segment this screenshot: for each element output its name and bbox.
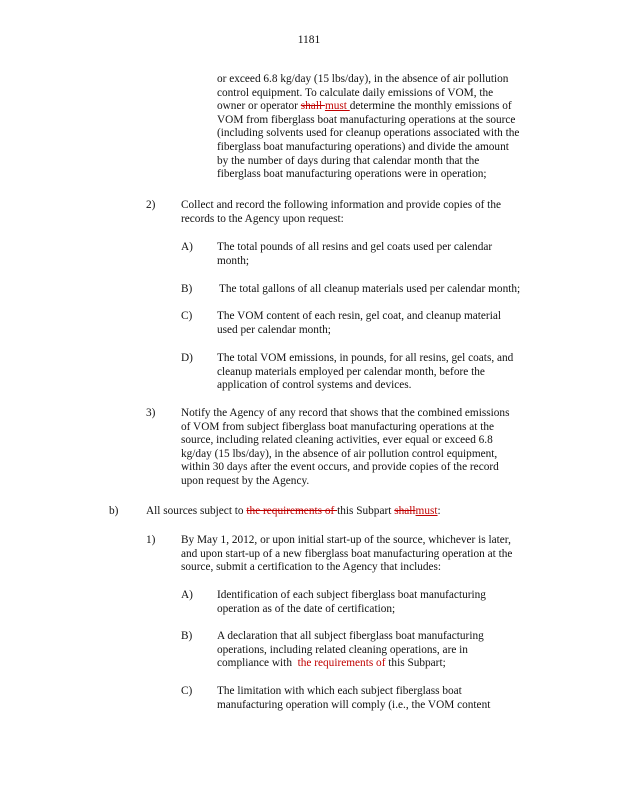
text-line: fiberglass boat manufacturing operations were in operation; [217,168,487,181]
revised-text: the requirements of [297,657,386,670]
text-line: used per calendar month; [217,323,331,336]
subitem-text [219,283,549,297]
text-line: operations, including related cleaning operations, are in [217,643,468,656]
subitem-text [217,352,547,393]
subitem-label: D) [181,352,193,364]
text-segment: determine the monthly emissions of [349,100,512,113]
text-line: A declaration that all subject fiberglass boat manufacturing [217,630,484,642]
text-line: and upon start-up of a new fiberglass boat manufacturing operation at the [181,547,513,560]
text-line: VOM from fiberglass boat manufacturing operations at the source [217,113,516,126]
item-label: 3) [146,407,156,419]
text-line: source, including related cleaning activities, ever equal or exceed 6.8 [181,434,493,447]
section-label: b) [109,505,119,517]
item-2-text [181,199,541,226]
text-line: records to the Agency upon request: [181,212,344,225]
continuation-paragraph [217,73,557,182]
deleted-text: shall [394,505,416,517]
subitem-label: C) [181,685,193,697]
deleted-text: the requirements of [246,505,338,517]
text-line-with-revision [217,100,557,114]
section-b-intro [146,505,546,519]
inserted-text: must [415,505,438,517]
subitem-label: B) [181,630,193,642]
text-line: by the number of days during that calendar month that the [217,154,480,167]
text-segment: compliance with [217,657,298,670]
text-segment: this Subpart [337,505,395,517]
text-line: The limitation with which each subject fiberglass boat [217,685,462,697]
deleted-text: shall [300,100,325,113]
text-line: The VOM content of each resin, gel coat, and cleanup material [217,310,501,322]
text-line: control equipment. To calculate daily emissions of VOM, the [217,86,494,99]
text-line: application of control systems and devices. [217,379,412,392]
text-line: or exceed 6.8 kg/day (15 lbs/day), in the absence of air pollution [217,73,509,85]
subitem-text [217,310,547,337]
text-line: Identification of each subject fiberglass boat manufacturing [217,589,486,601]
text-line: Collect and record the following information and provide copies of the [181,199,501,211]
text-line: upon request by the Agency. [181,474,310,487]
subitem-label: B) [181,283,193,295]
text-line: The total gallons of all cleanup materials used per calendar month; [219,283,521,295]
item-3-text [181,407,541,489]
inserted-text: must [324,100,350,113]
text-segment: this Subpart; [385,657,446,670]
subitem-text [217,630,547,671]
text-line: of VOM from subject fiberglass boat manufacturing operations at the [181,420,494,433]
text-segment: : [437,505,441,517]
subitem-text [217,589,547,616]
text-line: cleanup materials employed per calendar month, before the [217,365,485,378]
subitem-label: C) [181,310,193,322]
text-line: Notify the Agency of any record that shows that the combined emissions [181,407,510,419]
text-line: fiberglass boat manufacturing operations) and divide the amount [217,140,509,153]
text-segment: owner or operator [217,100,301,113]
subitem-label: A) [181,589,193,601]
subitem-label: A) [181,241,193,253]
text-line: (including solvents used for cleanup operations associated with the [217,127,520,140]
text-line: The total VOM emissions, in pounds, for all resins, gel coats, and [217,352,514,364]
item-label: 2) [146,199,156,211]
section-b-item-1-text [181,534,546,575]
text-line: By May 1, 2012, or upon initial start-up of the source, whichever is later, [181,534,511,546]
text-line: month; [217,254,250,267]
text-line: within 30 days after the event occurs, and provide copies of the record [181,461,499,474]
text-line: source, submit a certification to the Agency that includes: [181,561,442,574]
text-line: manufacturing operation will comply (i.e., the VOM content [217,698,491,711]
text-segment: All sources subject to [146,505,247,517]
text-line: kg/day (15 lbs/day), in the absence of air pollution control equipment, [181,447,498,460]
text-line-with-revision [217,657,547,671]
page-number: 1181 [297,34,321,46]
text-line: The total pounds of all resins and gel coats used per calendar [217,241,493,253]
subitem-text [217,241,547,268]
subitem-text [217,685,547,712]
text-line: operation as of the date of certification; [217,602,396,615]
item-label: 1) [146,534,156,546]
